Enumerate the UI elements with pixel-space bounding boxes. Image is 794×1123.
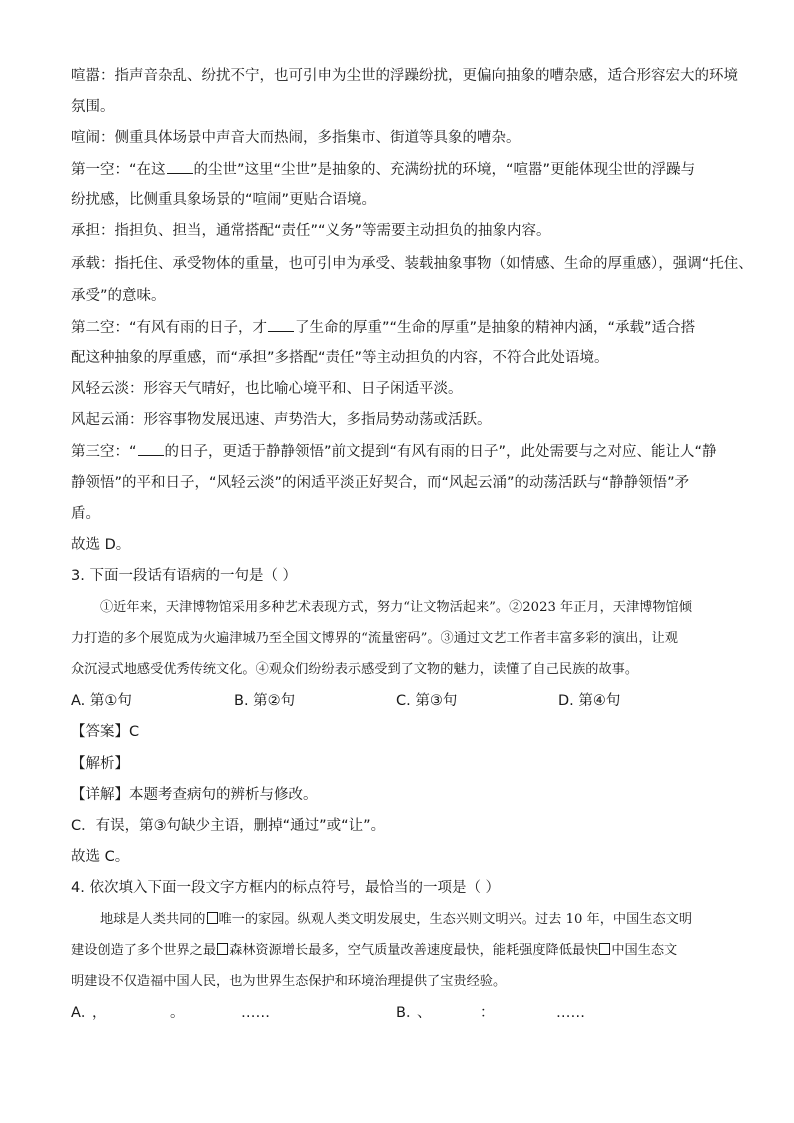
question-4-option-b-mark: …… xyxy=(556,1005,585,1021)
question-3-option-a: A. 第①句 xyxy=(71,693,132,709)
explain-line: 静领悟”的平和日子，“风轻云淡”的闲适平淡正好契合，而“风起云涌”的动荡活跃与“静静领悟”矛 xyxy=(71,475,690,491)
question-4-passage: 建设创造了多个世界之最 森林资源增长最多，空气质量改善速度最快，能耗强度降低最快 中国生态文 xyxy=(71,943,678,958)
question-3-option-b: B. 第②句 xyxy=(234,693,296,709)
explain-line: 喧嚣：指声音杂乱、纷扰不宁，也可引申为尘世的浮躁纷扰，更偏向抽象的嘈杂感，适合形容宏大的环境 xyxy=(71,68,738,84)
fill-blank xyxy=(138,441,164,456)
question-4-option-a-mark: ， xyxy=(92,1005,107,1021)
explain-conclusion: 故选 D。 xyxy=(71,537,131,553)
explain-line: 配这种抽象的厚重感，而“承担”多搭配“责任”等主动担负的内容，不符合此处语境。 xyxy=(71,350,609,366)
question-4-passage: 明建设不仅造福中国人民，也为世界生态保护和环境治理提供了宝贵经验。 xyxy=(71,974,507,989)
punctuation-box xyxy=(207,912,218,924)
question-3-passage: ①近年来，天津博物馆采用多种艺术表现方式，努力“让文物活起来”。②2023 年正月，天津博物馆倾 xyxy=(100,600,692,615)
explain-line: 喧闹：侧重具体场景中声音大而热闹，多指集市、街道等具象的嘈杂。 xyxy=(71,130,521,146)
punctuation-box xyxy=(217,943,228,955)
explain-line: 盾。 xyxy=(71,506,100,522)
question-4-option-b-mark: 、 xyxy=(417,1005,432,1021)
explain-line: 承载：指托住、承受物体的重量，也可引申为承受、装载抽象事物（如情感、生命的厚重感），强调“托住、 xyxy=(71,256,753,272)
question-4-option-a-mark: …… xyxy=(241,1005,270,1021)
explain-line: 第三空：“ 的日子，更适于静静领悟”前文提到“有风有雨的日子”，此处需要与之对应、能让人“静 xyxy=(71,441,717,462)
analysis-label: 【解析】 xyxy=(71,756,129,772)
question-4-option-a-mark: 。 xyxy=(170,1005,185,1021)
question-4-passage: 地球是人类共同的 唯一的家园。纵观人类文明发展史，生态兴则文明兴。过去 10 年，中国生态文明 xyxy=(100,912,693,927)
explain-line: 第二空：“有风有雨的日子，才 了生命的厚重”“生命的厚重”是抽象的精神内涵，“承载”适合搭 xyxy=(71,317,695,338)
question-3-stem: 3. 下面一段话有语病的一句是（ ） xyxy=(71,568,298,584)
question-4-stem: 4. 依次填入下面一段文字方框内的标点符号，最恰当的一项是（ ） xyxy=(71,880,501,896)
answer-label: 【答案】C xyxy=(71,724,140,740)
explain-line: 纷扰感，比侧重具象场景的“喧闹”更贴合语境。 xyxy=(71,192,377,208)
question-3-option-d: D. 第④句 xyxy=(558,693,621,709)
detail-line: C．有误，第③句缺少主语，删掉“通过”或“让”。 xyxy=(71,818,386,834)
question-3-conclusion: 故选 C。 xyxy=(71,849,130,865)
explain-line: 承担：指担负、担当，通常搭配“责任”“义务”等需要主动担负的抽象内容。 xyxy=(71,223,551,239)
explain-line: 氛围。 xyxy=(71,99,115,115)
question-3-passage: 力打造的多个展览成为火遍津城乃至全国文博界的“流量密码”。③通过文艺工作者丰富多彩的演出，让观 xyxy=(71,631,678,646)
fill-blank xyxy=(167,159,193,174)
fill-blank xyxy=(268,317,294,332)
explain-line: 风轻云淡：形容天气晴好，也比喻心境平和、日子闲适平淡。 xyxy=(71,381,463,397)
question-3-option-c: C. 第③句 xyxy=(396,693,458,709)
explain-line: 承受”的意味。 xyxy=(71,288,166,304)
explain-line: 第一空：“在这 的尘世”这里“尘世”是抽象的、充满纷扰的环境，“喧嚣”更能体现尘世的浮躁与 xyxy=(71,159,695,180)
explain-line: 风起云涌：形容事物发展迅速、声势浩大，多指局势动荡或活跃。 xyxy=(71,412,492,428)
question-3-passage: 众沉浸式地感受优秀传统文化。④观众们纷纷表示感受到了文物的魅力，读懂了自己民族的故事。 xyxy=(71,662,639,677)
punctuation-box xyxy=(599,943,610,955)
question-4-option-b-label: B． xyxy=(396,1005,421,1021)
question-4-option-b-mark: ： xyxy=(480,1005,495,1021)
detail-line: 【详解】本题考查病句的辨析与修改。 xyxy=(71,787,318,803)
question-4-option-a-label: A． xyxy=(71,1005,96,1021)
